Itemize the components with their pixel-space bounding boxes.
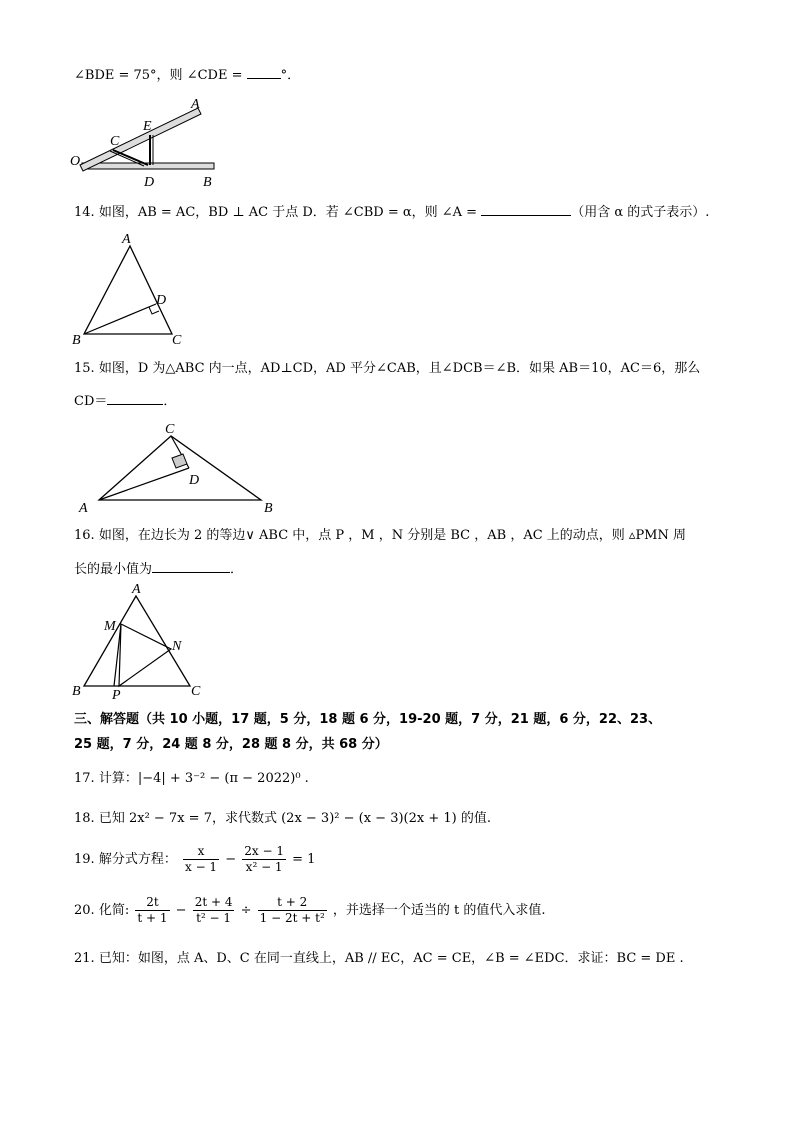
q19-prefix: 解分式方程： xyxy=(98,852,177,867)
fig14-label-A: A xyxy=(122,232,131,247)
fig13-label-B: B xyxy=(203,175,212,190)
fig14-label-D: D xyxy=(156,293,167,308)
fig16-label-M: M xyxy=(104,619,116,634)
figure-16 xyxy=(70,582,220,702)
q20 xyxy=(74,895,546,927)
fig16-label-P: P xyxy=(112,688,121,703)
fig15-label-B: B xyxy=(264,501,273,516)
q16-line2 xyxy=(74,560,243,579)
q21 xyxy=(74,950,684,968)
q13-tail-suffix: °． xyxy=(280,68,301,83)
q13-tail xyxy=(74,66,300,85)
fig14-label-C: C xyxy=(172,333,182,348)
section3-heading-line1: 三、解答题（共 10 小题，17 题，5 分，18 题 6 分，19-20 题，7 分，21 题，6 分，22、23、 xyxy=(74,712,662,727)
answer-blank xyxy=(152,560,230,573)
q16-text: 如图，在边长为 2 的等边∨ ABC 中，点 P ，M ，N 分别是 BC ，AB ，AC 上的动点，则 ▵PMN 周 xyxy=(98,528,687,543)
q20-number: 20. xyxy=(74,903,95,918)
fig14-label-B: B xyxy=(72,333,81,348)
q15-text: 如图，D 为△ABC 内一点，AD⊥CD，AD 平分∠CAB，且∠DCB＝∠B．如果 AB＝10，AC＝6，那么 xyxy=(98,361,701,376)
q14 xyxy=(74,203,709,222)
q19-fraction-2: $\frac{2x - 1}{\text{x² − 1}}$ xyxy=(244,844,284,874)
q15-number: 15. xyxy=(74,361,95,376)
fig13-label-O: O xyxy=(70,154,81,169)
fig13-label-E: E xyxy=(143,119,152,134)
q18-number: 18. xyxy=(74,811,95,826)
q17-text: 计算：|−4| + 3⁻² − (π − 2022)⁰ . xyxy=(98,771,309,786)
fig16-label-C: C xyxy=(191,684,201,699)
q14-number: 14. xyxy=(74,205,95,220)
answer-blank xyxy=(107,392,163,405)
fig16-label-N: N xyxy=(172,639,182,654)
q19 xyxy=(74,844,315,876)
q17-number: 17. xyxy=(74,771,95,786)
q18 xyxy=(74,810,491,828)
q18-text: 已知 2x² − 7x = 7，求代数式 (2x − 3)² − (x − 3)(2x + 1) 的值. xyxy=(98,811,491,826)
q14-hint: （用含 α 的式子表示）. xyxy=(571,205,710,220)
q17 xyxy=(74,770,309,788)
fig16-label-A: A xyxy=(132,582,141,597)
answer-blank xyxy=(481,203,571,216)
q19-rhs: = 1 xyxy=(292,852,316,867)
q13-tail-text: ∠BDE = 75°，则 ∠CDE = xyxy=(74,68,247,83)
q16-line1 xyxy=(74,527,686,545)
q15-suffix: ． xyxy=(163,394,177,409)
q14-text: 如图，AB = AC，BD ⊥ AC 于点 D．若 ∠CBD = α，则 ∠A = xyxy=(98,205,482,220)
q20-divide: ÷ xyxy=(240,903,252,918)
q15-line2 xyxy=(74,392,176,411)
fig16-label-B: B xyxy=(72,684,81,699)
fig15-label-C: C xyxy=(165,422,175,437)
q16-number: 16. xyxy=(74,528,95,543)
q15-cd-label: CD＝ xyxy=(74,394,108,409)
q20-prefix: 化简: xyxy=(98,903,130,918)
figure-15 xyxy=(75,418,285,518)
q21-number: 21. xyxy=(74,951,95,966)
fig13-label-D: D xyxy=(144,175,155,190)
section3-heading-line2: 25 题，7 分，24 题 8 分，28 题 8 分，共 68 分） xyxy=(74,737,388,752)
fig15-label-A: A xyxy=(79,501,88,516)
q20-fraction-3: $\frac{t + 2}{\text{1 − 2t + t²}}$ xyxy=(259,895,325,925)
q19-minus: − xyxy=(225,852,237,867)
q20-fraction-1: $\frac{2t}{t + 1}$ xyxy=(137,895,168,925)
q20-minus: − xyxy=(175,903,187,918)
q21-text: 已知：如图，点 A、D、C 在同一直线上，AB // EC，AC = CE，∠B = ∠EDC．求证：BC = DE . xyxy=(98,951,684,966)
figure-14 xyxy=(70,230,200,348)
answer-blank xyxy=(247,66,281,79)
q15-line1 xyxy=(74,360,700,378)
q16-prefix: 长的最小值为 xyxy=(74,562,153,577)
q20-fraction-2: $\frac{2t + 4}{\text{t² − 1}}$ xyxy=(194,895,233,925)
q19-number: 19. xyxy=(74,852,95,867)
q16-suffix: ． xyxy=(230,562,244,577)
q20-suffix: ，并选择一个适当的 t 的值代入求值. xyxy=(332,903,546,918)
q19-fraction-1: $\frac{x}{x - 1}$ xyxy=(184,844,218,874)
fig13-label-A: A xyxy=(191,97,200,112)
fig13-label-C: C xyxy=(110,134,120,149)
figure-13 xyxy=(70,95,230,190)
fig15-label-D: D xyxy=(189,473,200,488)
